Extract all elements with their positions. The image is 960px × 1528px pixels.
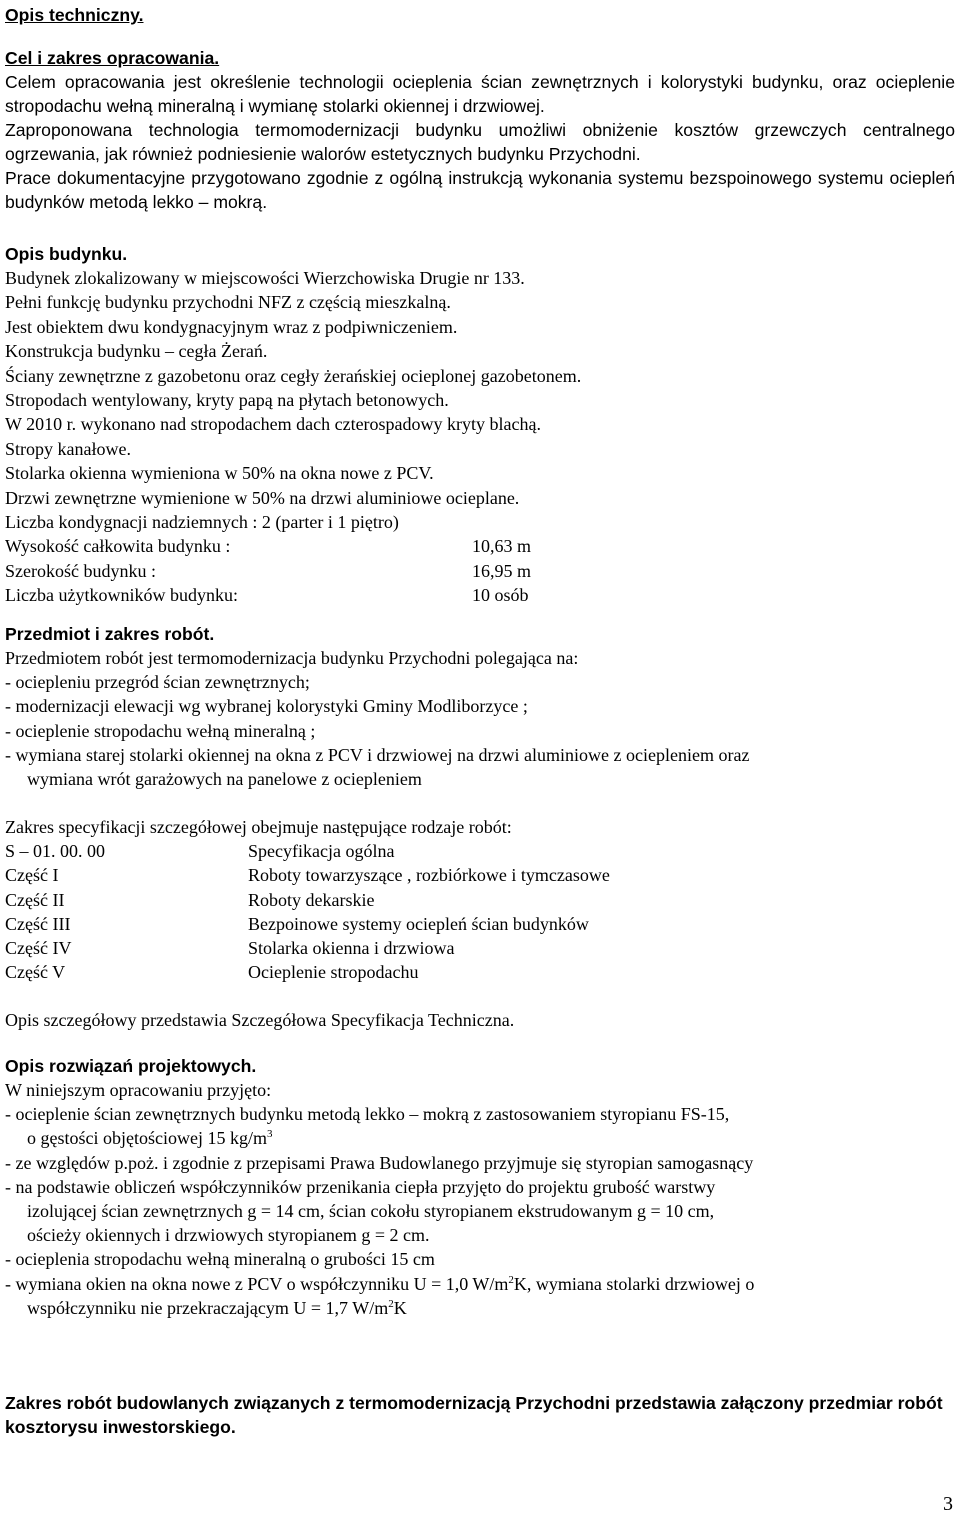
spec-code: Część V bbox=[5, 962, 66, 983]
spec-row bbox=[5, 863, 955, 887]
list-item: - ociepleniu przegród ścian zewnętrznych; bbox=[5, 672, 310, 693]
section-rozwiazania bbox=[5, 1054, 955, 1320]
spec-code: Część I bbox=[5, 865, 59, 886]
building-line: Stolarka okienna wymieniona w 50% na okna nowe z PCV. bbox=[5, 463, 434, 484]
param-label: Szerokość budynku : bbox=[5, 560, 156, 581]
spec-row bbox=[5, 936, 955, 960]
list-item bbox=[5, 1272, 955, 1296]
door-text: współczynniku nie przekraczającym U = 1,7 W/m bbox=[27, 1297, 389, 1318]
param-label: Liczba użytkowników budynku: bbox=[5, 585, 238, 606]
spec-row bbox=[5, 888, 955, 912]
spec-row bbox=[5, 912, 955, 936]
param-row bbox=[5, 583, 955, 607]
spec-code: S – 01. 00. 00 bbox=[5, 841, 106, 862]
spec-code: Część IV bbox=[5, 938, 72, 959]
zakres-intro: Zakres specyfikacji szczegółowej obejmuje następujące rodzaje robót: bbox=[5, 817, 512, 837]
document-title: Opis techniczny. bbox=[5, 5, 144, 25]
list-item-continued: ościeży okiennych i drzwiowych styropianem g = 2 cm. bbox=[27, 1225, 430, 1246]
przedmiot-intro: Przedmiotem robót jest termomodernizacja budynku Przychodni polegająca na: bbox=[5, 648, 579, 668]
building-line: W 2010 r. wykonano nad stropodachem dach czterospadowy kryty blachą. bbox=[5, 414, 542, 435]
spec-code: Część III bbox=[5, 913, 71, 934]
final-statement: Zakres robót budowlanych związanych z termomodernizacją Przychodni przedstawia załączony przedmiar robót kosztorysu inwestorskiego. bbox=[5, 1393, 943, 1437]
spec-name: Ocieplenie stropodachu bbox=[248, 962, 419, 983]
list-item: - na podstawie obliczeń współczynników przenikania ciepła przyjęto do projektu grubość warstwy bbox=[5, 1176, 716, 1197]
cel-paragraph-3: Prace dokumentacyjne przygotowano zgodnie z ogólną instrukcją wykonania systemu bezspoinowego systemu ociepleń budynków metodą lekko – mokrą. bbox=[5, 168, 955, 212]
cel-paragraph-1: Celem opracowania jest określenie technologii ocieplenia ścian zewnętrznych i kolorystyki budynku, oraz ocieplenie stropodachu wełną mineralną i wymianę stolarki okiennej i drzwiowej. bbox=[5, 72, 955, 116]
window-text: - wymiana okien na okna nowe z PCV o współczynniku U = 1,0 W/m bbox=[5, 1273, 509, 1294]
list-item: - ocieplenia stropodachu wełną mineralną o grubości 15 cm bbox=[5, 1249, 435, 1270]
spec-row bbox=[5, 960, 955, 984]
rozwiazania-body bbox=[5, 1078, 955, 1320]
section-opis-budynku bbox=[5, 242, 955, 608]
list-item: - wymiana starej stolarki okiennej na okna z PCV i drzwiowej na drzwi aluminiowe z ociepleniem oraz bbox=[5, 744, 750, 765]
building-line: Drzwi zewnętrzne wymienione w 50% na drzwi aluminiowe ocieplane. bbox=[5, 487, 520, 508]
section-przedmiot bbox=[5, 622, 955, 791]
section-heading-przedmiot: Przedmiot i zakres robót. bbox=[5, 624, 215, 644]
building-line: Stropodach wentylowany, kryty papą na płytach betonowych. bbox=[5, 390, 449, 411]
section-heading-rozwiazania: Opis rozwiązań projektowych. bbox=[5, 1056, 257, 1076]
building-line: Budynek zlokalizowany w miejscowości Wierzchowiska Drugie nr 133. bbox=[5, 268, 525, 288]
building-line: Stropy kanałowe. bbox=[5, 438, 131, 459]
spec-name: Roboty dekarskie bbox=[248, 889, 375, 910]
door-text-tail: K bbox=[393, 1297, 407, 1318]
window-text-tail: K, wymiana stolarki drzwiowej o bbox=[513, 1273, 755, 1294]
section-heading-cel: Cel i zakres opracowania. bbox=[5, 48, 220, 68]
section-heading-opis-budynku: Opis budynku. bbox=[5, 244, 128, 264]
superscript: 2 bbox=[388, 1297, 394, 1310]
section-cel bbox=[5, 46, 955, 214]
building-line: Konstrukcja budynku – cegła Żerań. bbox=[5, 341, 268, 362]
superscript: 2 bbox=[508, 1273, 514, 1286]
building-line: Pełni funkcję budynku przychodni NFZ z częścią mieszkalną. bbox=[5, 292, 451, 313]
density-text: o gęstości objętościowej 15 kg/m bbox=[27, 1128, 267, 1149]
spec-code: Część II bbox=[5, 889, 65, 910]
section-zakres bbox=[5, 815, 955, 1033]
param-value: 16,95 m bbox=[472, 560, 532, 581]
list-item-continued bbox=[5, 1126, 955, 1150]
building-line: Jest obiektem dwu kondygnacyjnym wraz z podpiwniczeniem. bbox=[5, 316, 458, 337]
building-line: Liczba kondygnacji nadziemnych : 2 (parter i 1 piętro) bbox=[5, 512, 399, 533]
zakres-note: Opis szczegółowy przedstawia Szczegółowa Specyfikacja Techniczna. bbox=[5, 1010, 515, 1031]
list-item: - modernizacji elewacji wg wybranej kolorystyki Gminy Modliborzyce ; bbox=[5, 696, 528, 717]
spec-name: Stolarka okienna i drzwiowa bbox=[248, 938, 455, 959]
param-row bbox=[5, 559, 955, 583]
spec-name: Specyfikacja ogólna bbox=[248, 841, 395, 862]
building-line: Ściany zewnętrzne z gazobetonu oraz cegły żerańskiej ocieplonej gazobetonem. bbox=[5, 365, 582, 386]
list-item: wymiana wrót garażowych na panelowe z ociepleniem bbox=[27, 769, 422, 790]
cel-paragraph-2: Zaproponowana technologia termomodernizacji budynku umożliwi obniżenie kosztów grzewczych centralnego ogrzewania, jak również podniesienie walorów estetycznych budynku Przychodni. bbox=[5, 120, 955, 164]
building-description bbox=[5, 266, 955, 608]
param-value: 10,63 m bbox=[472, 536, 532, 557]
rozwiazania-intro: W niniejszym opracowaniu przyjęto: bbox=[5, 1080, 272, 1100]
przedmiot-body bbox=[5, 646, 955, 791]
page-number: 3 bbox=[943, 1493, 953, 1515]
list-item: - ze względów p.poż. i zgodnie z przepisami Prawa Budowlanego przyjmuje się styropian samogasnący bbox=[5, 1152, 754, 1173]
spec-name: Roboty towarzyszące , rozbiórkowe i tymczasowe bbox=[248, 865, 610, 886]
param-row bbox=[5, 534, 955, 558]
spec-row bbox=[5, 839, 955, 863]
list-item-continued: izolującej ścian zewnętrznych g = 14 cm, ścian cokołu styropianem ekstrudowanym g = 10 cm, bbox=[27, 1201, 715, 1222]
param-label: Wysokość całkowita budynku : bbox=[5, 536, 231, 557]
list-item: - ocieplenie ścian zewnętrznych budynku metodą lekko – mokrą z zastosowaniem styropianu FS-15, bbox=[5, 1104, 730, 1125]
list-item: - ocieplenie stropodachu wełną mineralną ; bbox=[5, 720, 316, 741]
spec-name: Bezpoinowe systemy ociepleń ścian budynków bbox=[248, 913, 589, 934]
param-value: 10 osób bbox=[472, 585, 529, 606]
superscript: 3 bbox=[266, 1128, 273, 1141]
list-item-continued bbox=[5, 1296, 955, 1320]
